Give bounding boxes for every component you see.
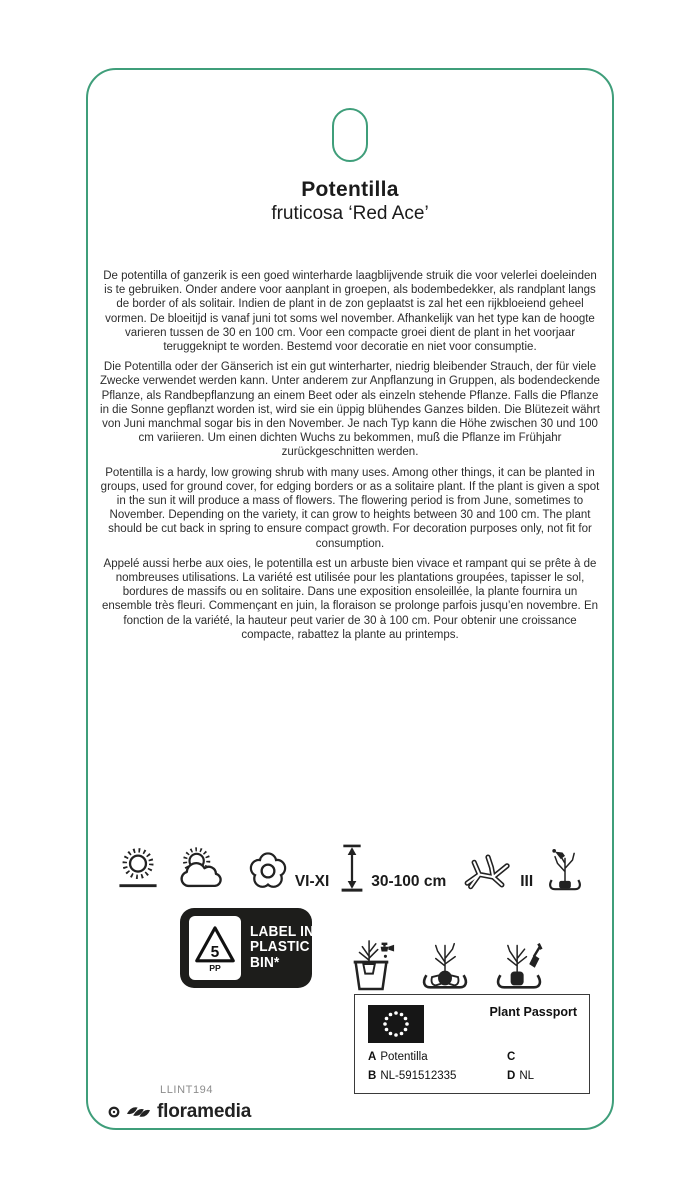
floramedia-leaf-icon: [125, 1104, 152, 1120]
eu-flag-icon: [368, 1005, 424, 1043]
floramedia-logo: [108, 1101, 251, 1123]
soak-pot-step: [334, 908, 408, 994]
description-dutch: De potentilla of ganzerik is een goed winterharde laagblijvende struik die voor velerlei doeleinden is te gebruiken. Onder andere voor aanplant in groepen, als bodembedekker, als randplant langs de border of als solitair. Indien de plant in de zon geplaatst is zal het een rijkbloeiend geheel vormen. De bloeitijd is vanaf juni tot soms wel november. Afhankelijk van het type kan de hoogte varieren tussen de 30 en 100 cm. Voor een compacte groei dient de plant in het voorjaar teruggeknipt te worden. Bestemd voor decoratie en niet voor consumptie.: [103, 270, 597, 354]
passport-field-a: A Potentilla: [368, 1051, 428, 1063]
print-code: LLINT194: [160, 1084, 214, 1096]
plant-label-card: [86, 68, 614, 1130]
copyright-icon: [108, 1106, 120, 1118]
description-english: Potentilla is a hardy, low growing shrub with many uses. Among other things, it can be planted in groups, used for ground cover, for edging borders or as a solitaire plant. If the plant is given a spot in the sun it will produce a mass of flowers. The flowering period is from June, sometimes to November. Depending on the variety, it can grow to heights between 30 and 100 cm. The plant should be cut back in spring to ensure compact growth. For decoration purposes only, not fit for consumption.: [100, 466, 600, 550]
recycling-triangle-icon: [194, 923, 236, 973]
description-german: Die Potentilla oder der Gänserich ist ein gut winterharter, niedrig bleibender Strauch, der für viele Zwecke verwendet werden kann. Unter anderem zur Anpflanzung in Gruppen, als bodendeckende Pflanze, als Randbepflanzung an einem Beet oder als einzeln stehende Pflanze. Falls die Pflanze in die Sonne gepflanzt worden ist, wird sie ein üppig blühendes Ganzes bilden. Die Blütezeit währt von Juni manchmal sogar bis in den November. Je nach Typ kann die Höhe zwischen 30 und 100 cm variieren. Um einen dichten Wuchs zu bekommen, muß die Pflanze im Frühjahr zurückgeschnitten werden.: [100, 361, 600, 459]
passport-field-d: D NL: [507, 1070, 535, 1082]
plant-genus-title: Potentilla: [301, 178, 399, 201]
cutback-plant-icon: [545, 846, 585, 894]
trowel-planting-icon: [493, 936, 545, 994]
pruning-month-label: III: [520, 873, 534, 890]
passport-field-c: C: [507, 1051, 516, 1063]
care-icon-row: [88, 830, 612, 894]
recycling-code-box: [189, 916, 241, 980]
rootball-planting-icon: [419, 936, 471, 994]
flower-icon: [245, 848, 291, 894]
pruning-branch-icon: [462, 848, 514, 894]
resin-code-abbr: PP: [209, 962, 221, 973]
plastic-bin-badge: [180, 908, 315, 988]
height-range-label: 30-100 cm: [371, 873, 447, 890]
height-arrow-icon: [339, 842, 365, 894]
resin-code-number: 5: [210, 944, 220, 962]
description-block: [98, 269, 602, 648]
plant-variety-subtitle: fruticosa ‘Red Ace’: [271, 203, 429, 224]
description-french: Appelé aussi herbe aux oies, le potentilla est un arbuste bien vivace et rampant qui se prête à de nombreuses utilisations. La variété est utilisée pour les plantations groupées, tapisser le sol, bordures de massifs ou en solitaire. Dans une exposition ensoleillée, la plante fournira un ensemble très fleuri. Commençant en juin, la floraison se prolonge parfois jusqu’en novembre. En fonction de la variété, la hauteur peut varier de 30 à 100 cm. Pour obtenir une croissance compacte, rabattez la plante au printemps.: [101, 557, 599, 641]
hang-hole: [332, 108, 368, 162]
plastic-bin-text: LABEL IN PLASTIC BIN*: [250, 923, 315, 971]
sun-cloud-icon: [177, 844, 227, 894]
passport-field-b: B NL-591512335: [368, 1070, 457, 1082]
fill-soil-step: [482, 908, 556, 994]
handling-row: [180, 908, 556, 994]
water-pot-icon: [346, 934, 396, 994]
brand-name: floramedia: [157, 1101, 252, 1122]
full-sun-icon: [115, 842, 161, 894]
plant-passport-title: Plant Passport: [489, 1005, 577, 1019]
flowering-period-label: VI-XI: [294, 873, 330, 890]
plant-rootball-step: [408, 908, 482, 994]
plant-passport-box: [354, 994, 590, 1094]
